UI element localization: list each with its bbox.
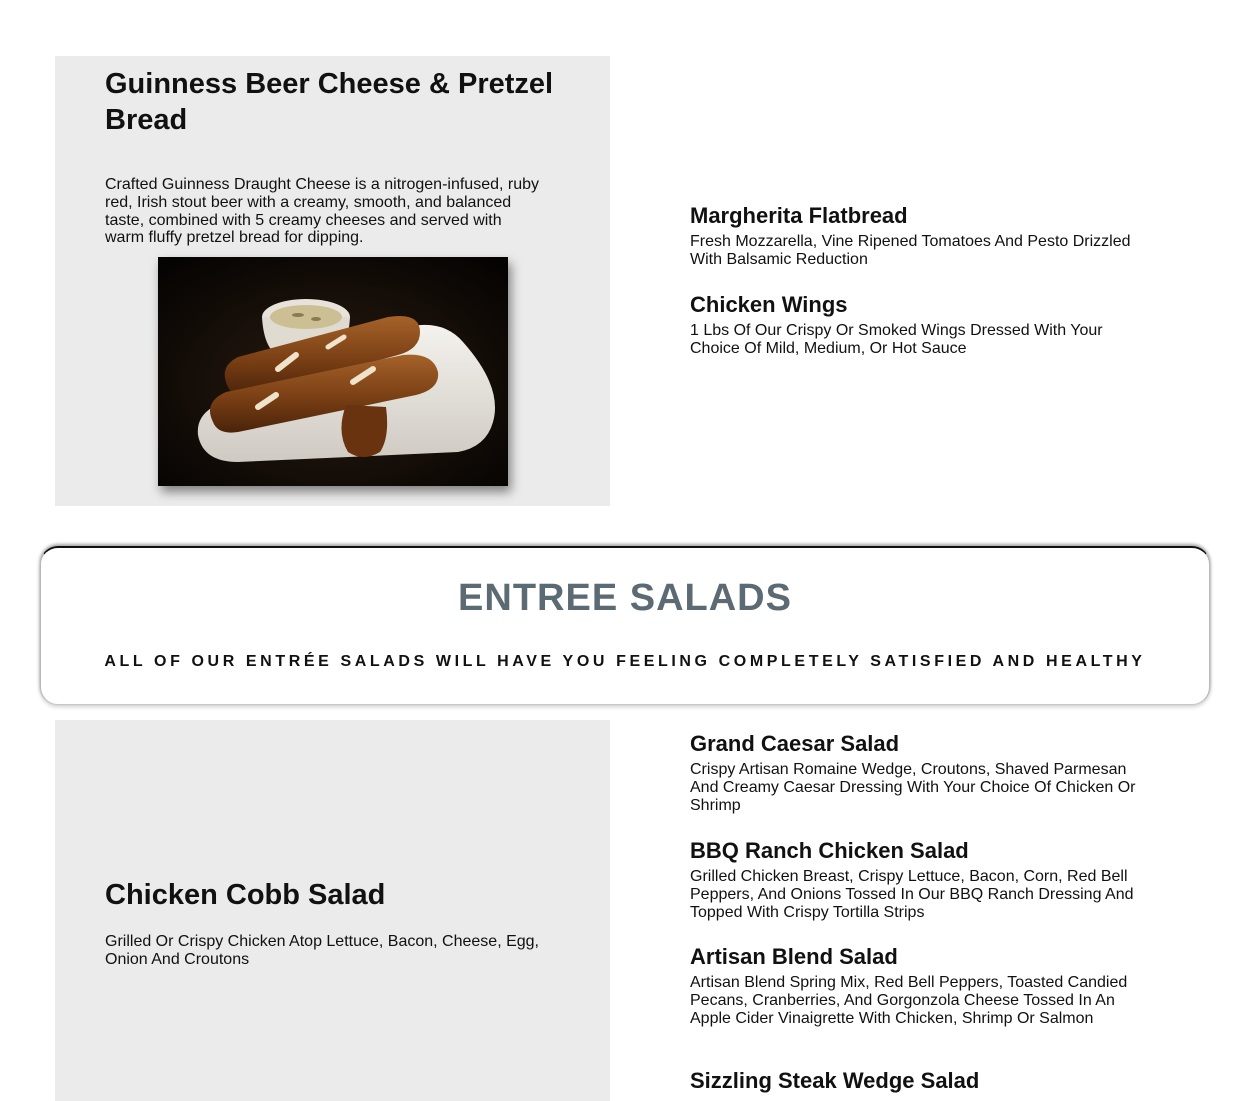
menu-item: [690, 203, 1140, 269]
featured-item-description: Crafted Guinness Draught Cheese is a nitrogen-infused, ruby red, Irish stout beer with a creamy, smooth, and balanced taste, combined with 5 creamy cheeses and served with warm fluffy pretzel bread for dipping.: [105, 176, 540, 247]
menu-item-description: Artisan Blend Spring Mix, Red Bell Peppers, Toasted Candied Pecans, Cranberries, And Gorgonzola Cheese Tossed In An Apple Cider Vinaigrette With Chicken, Shrimp Or Salmon: [690, 974, 1128, 1027]
menu-item: [690, 1068, 1140, 1094]
menu-item-name: Chicken Wings: [690, 292, 848, 317]
menu-item-name: Grand Caesar Salad: [690, 731, 900, 756]
featured-salad-card: [55, 720, 610, 1101]
section-banner-entree-salads: [40, 546, 1210, 705]
menu-item: [690, 292, 1140, 358]
section-heading: ENTREE SALADS: [458, 577, 792, 619]
menu-item-description: 1 Lbs Of Our Crispy Or Smoked Wings Dressed With Your Choice Of Mild, Medium, Or Hot Sauce: [690, 322, 1103, 357]
pretzel-bread-illustration: [158, 257, 508, 486]
featured-salad-title: Chicken Cobb Salad: [105, 879, 386, 911]
menu-item-description: Fresh Mozzarella, Vine Ripened Tomatoes And Pesto Drizzled With Balsamic Reduction: [690, 233, 1131, 268]
menu-item-name: Sizzling Steak Wedge Salad: [690, 1068, 980, 1093]
menu-item-name: Margherita Flatbread: [690, 203, 908, 228]
featured-item-card: [55, 56, 610, 506]
menu-item-name: Artisan Blend Salad: [690, 944, 898, 969]
section-subheading: ALL OF OUR ENTRÉE SALADS WILL HAVE YOU FEELING COMPLETELY SATISFIED AND HEALTHY: [104, 653, 1146, 670]
menu-item-description: Grilled Chicken Breast, Crispy Lettuce, Bacon, Corn, Red Bell Peppers, And Onions Tossed In Our BBQ Ranch Dressing And Topped With Crispy Tortilla Strips: [690, 868, 1134, 921]
featured-salad-description: Grilled Or Crispy Chicken Atop Lettuce, Bacon, Cheese, Egg, Onion And Croutons: [105, 933, 539, 968]
featured-item-title: Guinness Beer Cheese & Pretzel Bread: [105, 68, 554, 136]
pretzel-bread-photo: [158, 257, 508, 486]
menu-item-description: Crispy Artisan Romaine Wedge, Croutons, Shaved Parmesan And Creamy Caesar Dressing With Your Choice Of Chicken Or Shrimp: [690, 761, 1136, 814]
menu-item-name: BBQ Ranch Chicken Salad: [690, 838, 969, 863]
menu-item: [690, 944, 1140, 1027]
menu-item: [690, 731, 1140, 814]
menu-item: [690, 838, 1140, 921]
